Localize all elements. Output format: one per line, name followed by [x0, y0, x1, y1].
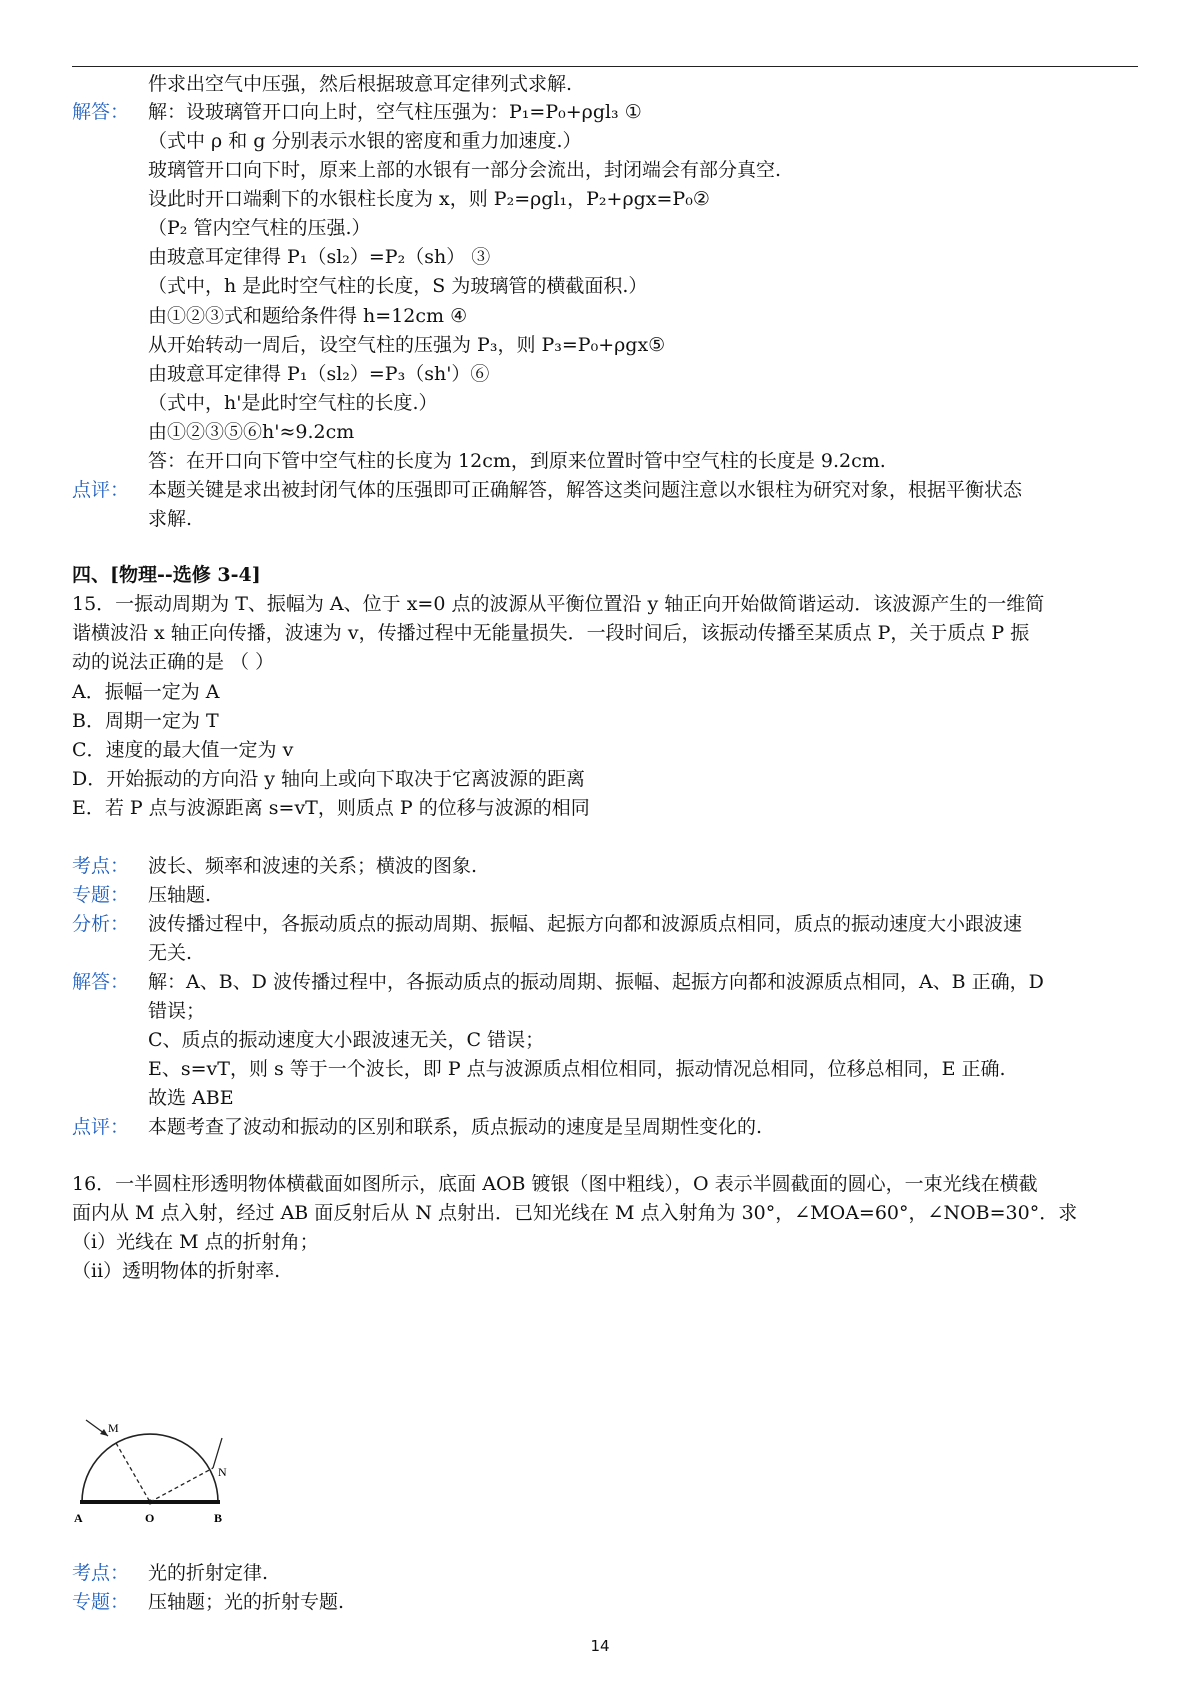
text-line: （式中，h 是此时空气柱的长度，S 为玻璃管的横截面积.）	[148, 275, 648, 297]
text-line: 设此时开口端剩下的水银柱长度为 x，则 P₂=ρgl₁，P₂+ρgx=P₀②	[148, 188, 710, 210]
label-o: O	[145, 1511, 155, 1525]
question-text: 面内从 M 点入射，经过 AB 面反射后从 N 点射出．已知光线在 M 点入射角为 30°，∠MOA=60°，∠NOB=30°．求	[72, 1202, 1078, 1224]
ray-mo	[116, 1443, 150, 1502]
option-c: C．速度的最大值一定为 v	[72, 739, 294, 761]
text-line: 由玻意耳定律得 P₁（sl₂）=P₂（sh） ③	[148, 246, 491, 268]
option-e: E．若 P 点与波源距离 s=vT，则质点 P 的位移与波源的相同	[72, 797, 590, 819]
text-line: 从开始转动一周后，设空气柱的压强为 P₃，则 P₃=P₀+ρgx⑤	[148, 334, 666, 356]
option-a: A．振幅一定为 A	[72, 681, 220, 703]
answer-label: 解答：	[72, 101, 130, 123]
text-line: 解：A、B、D 波传播过程中，各振动质点的振动周期、振幅、起振方向都和波源质点相同，A、B 正确，D	[148, 971, 1044, 993]
point-label: 考点：	[72, 1562, 130, 1584]
comment-label: 点评：	[72, 479, 130, 501]
question-text: 谐横波沿 x 轴正向传播，波速为 v，传播过程中无能量损失．一段时间后，该振动传播至某质点 P，关于质点 P 振	[72, 622, 1030, 644]
text-line: 压轴题；光的折射专题.	[148, 1591, 345, 1613]
center-dot	[148, 1500, 153, 1505]
text-line: 本题考查了波动和振动的区别和联系，质点振动的速度是呈周期性变化的.	[148, 1116, 763, 1138]
question-text: （ⅰ）光线在 M 点的折射角；	[72, 1231, 319, 1253]
text-line: 由玻意耳定律得 P₁（sl₂）=P₃（sh'）⑥	[148, 363, 490, 385]
text-line: 玻璃管开口向下时，原来上部的水银有一部分会流出，封闭端会有部分真空.	[148, 159, 782, 181]
text-line: 答：在开口向下管中空气柱的长度为 12cm，到原来位置时管中空气柱的长度是 9.2cm.	[148, 450, 886, 472]
text-line: E、s=vT，则 s 等于一个波长，即 P 点与波源质点相位相同，振动情况总相同，位移总相同，E 正确.	[148, 1058, 1006, 1080]
comment-label: 点评：	[72, 1116, 130, 1138]
incident-arrow	[100, 1429, 108, 1436]
text-line: 波传播过程中，各振动质点的振动周期、振幅、起振方向都和波源质点相同，质点的振动速度大小跟波速	[148, 913, 1023, 935]
topic-label: 专题：	[72, 884, 130, 906]
semicircle-figure	[72, 1410, 272, 1532]
text-line: C、质点的振动速度大小跟波速无关，C 错误；	[148, 1029, 545, 1051]
semicircle-arc	[82, 1434, 218, 1502]
text-line: （式中 ρ 和 g 分别表示水银的密度和重力加速度.）	[148, 130, 582, 152]
analysis-label: 分析：	[72, 913, 130, 935]
text-line: 故选 ABE	[148, 1087, 234, 1109]
text-line: 由①②③⑤⑥h'≈9.2cm	[148, 421, 355, 443]
topic-label: 专题：	[72, 1591, 130, 1613]
question-text: 15．一振动周期为 T、振幅为 A、位于 x=0 点的波源从平衡位置沿 y 轴正向开始做简谐运动．该波源产生的一维简	[72, 593, 1045, 615]
option-d: D．开始振动的方向沿 y 轴向上或向下取决于它离波源的距离	[72, 768, 586, 790]
text-line: 求解.	[148, 508, 193, 530]
ray-on	[150, 1468, 213, 1502]
text-line: 无关.	[148, 942, 193, 964]
label-n: N	[218, 1465, 227, 1479]
label-b: B	[214, 1511, 223, 1525]
question-text: 动的说法正确的是 （ ）	[72, 651, 275, 673]
text-line: 本题关键是求出被封闭气体的压强即可正确解答，解答这类问题注意以水银柱为研究对象，根据平衡状态	[148, 479, 1023, 501]
question-text: （ⅱ）透明物体的折射率.	[72, 1260, 281, 1282]
text-line: 错误；	[148, 1000, 206, 1022]
answer-label: 解答：	[72, 971, 130, 993]
point-label: 考点：	[72, 855, 130, 877]
text-line: 光的折射定律.	[148, 1562, 269, 1584]
question-text: 16．一半圆柱形透明物体横截面如图所示，底面 AOB 镀银（图中粗线），O 表示半圆截面的圆心，一束光线在横截	[72, 1173, 1038, 1195]
page-number: 14	[590, 1637, 610, 1655]
section-heading: 四、[物理--选修 3-4]	[72, 564, 261, 586]
text-line: 由①②③式和题给条件得 h=12cm ④	[148, 305, 468, 327]
text-line: 压轴题.	[148, 884, 212, 906]
text-line: （P₂ 管内空气柱的压强.）	[148, 217, 371, 239]
text-line: （式中，h'是此时空气柱的长度.）	[148, 392, 438, 414]
option-b: B．周期一定为 T	[72, 710, 219, 732]
label-a: A	[74, 1511, 83, 1525]
text-line: 件求出空气中压强，然后根据玻意耳定律列式求解.	[148, 73, 573, 95]
header-rule	[72, 66, 1138, 67]
text-line: 解：设玻璃管开口向上时，空气柱压强为：P₁=P₀+ρgl₃ ①	[148, 101, 642, 123]
text-line: 波长、频率和波速的关系；横波的图象.	[148, 855, 478, 877]
emergent-ray	[213, 1438, 222, 1468]
label-m: M	[108, 1421, 119, 1435]
